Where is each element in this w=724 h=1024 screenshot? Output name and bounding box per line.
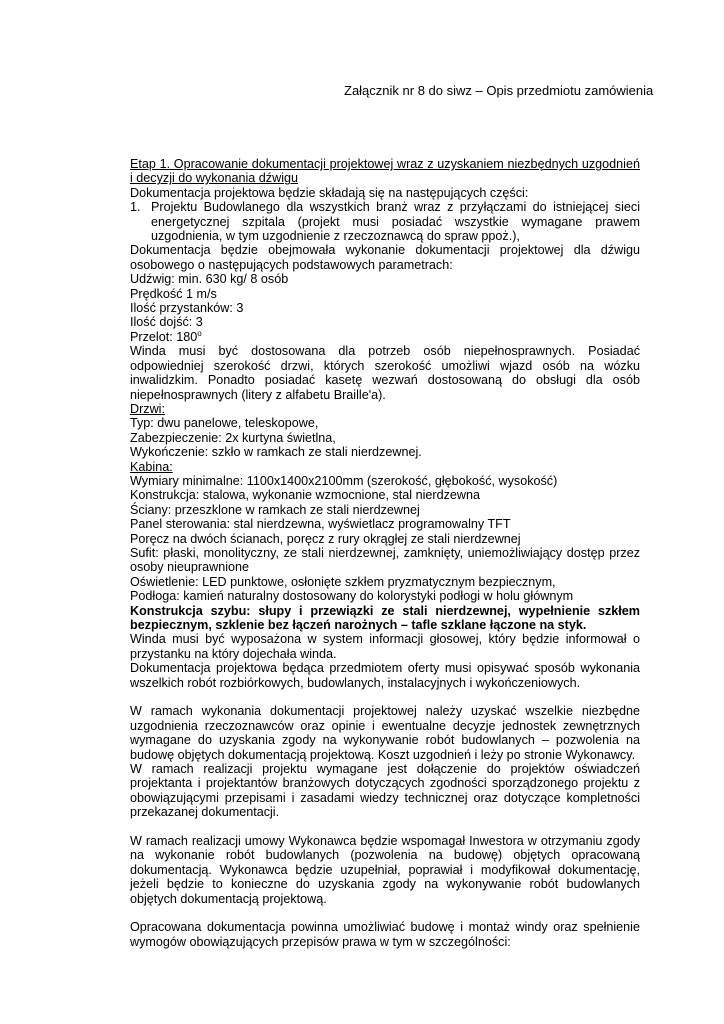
- cabin-walls: Ściany: przeszklone w ramkach ze stali nierdzewnej: [130, 502, 420, 517]
- shaft-construction: Konstrukcja szybu: słupy i przewiązki ze stali nierdzewnej, wypełnienie szkłem bezpiecznym, szklenie bez łączeń narożnych – tafle szklane łączone na styk.: [130, 603, 640, 632]
- paragraph-final: Opracowana dokumentacja powinna umożliwiać budowę i montaż windy oraz spełnienie wymogów obowiązujących przepisów prawa w tym w szczególności:: [130, 920, 640, 949]
- page-header: Załącznik nr 8 do siwz – Opis przedmiotu zamówienia: [344, 83, 654, 98]
- param-stops: Ilość przystanków: 3: [130, 301, 244, 316]
- params-intro: Dokumentacja będzie obejmowała wykonanie dokumentacji projektowej dla dźwigu osobowego o następujących podstawowych parametrach:: [130, 243, 640, 272]
- cabin-panel: Panel sterowania: stal nierdzewna, wyświetlacz programowalny TFT: [130, 517, 511, 532]
- degree-sup: o: [197, 328, 202, 338]
- param-speed: Prędkość 1 m/s: [130, 286, 217, 301]
- method-note: Dokumentacja projektowa będąca przedmiotem oferty musi opisywać sposób wykonania wszelkich robót rozbiórkowych, budowlanych, instalacyjnych i wykończeniowych.: [130, 661, 640, 690]
- list-item: [130, 200, 640, 243]
- param-passage-label: Przelot: 180: [130, 329, 198, 344]
- spacer: [130, 906, 640, 920]
- accessibility-text: Winda musi być dostosowana dla potrzeb osób niepełnosprawnych. Posiadać odpowiedniej szerokość drzwi, których szerokość umożliwi wjazd osób na wózku inwalidzkim. Ponadto posiadać kasetę wezwań dostosowaną do obsługi dla osób niepełnosprawnych (litery z alfabetu Braille'a).: [130, 344, 640, 402]
- paragraph-permits: W ramach wykonania dokumentacji projektowej należy uzyskać wszelkie niezbędne uzgodnienia rzeczoznawców oraz opinie i ewentualne decyzje jednostek zewnętrznych wymagane do uzyskania zgody na wykonywanie robót budowlanych – pozwolenia na budowę objętych dokumentacją projektową. Koszt uzgodnień i leży po stronie Wykonawcy.: [130, 704, 640, 762]
- param-passage: [130, 330, 640, 344]
- voice-info: Winda musi być wyposażona w system informacji głosowej, który będzie informował o przystanku na który dojechała winda.: [130, 632, 640, 661]
- cabin-ceiling: Sufit: płaski, monolityczny, ze stali nierdzewnej, zamknięty, uniemożliwiający dostęp przez osoby nieuprawnione: [130, 545, 640, 575]
- doors-heading: Drzwi:: [130, 401, 165, 416]
- cabin-handrail: Poręcz na dwóch ścianach, poręcz z rury okrągłej ze stali nierdzewnej: [130, 531, 521, 546]
- cabin-lighting: Oświetlenie: LED punktowe, osłonięte szkłem pryzmatycznym bezpiecznym,: [130, 574, 556, 589]
- param-entries: Ilość dojść: 3: [130, 315, 203, 330]
- section-title: Etap 1. Opracowanie dokumentacji projektowej wraz z uzyskaniem niezbędnych uzgodnień i decyzji do wykonania dźwigu: [130, 157, 640, 186]
- document-body: [130, 157, 640, 949]
- cabin-dimensions: Wymiary minimalne: 1100x1400x2100mm (szerokość, głębokość, wysokość): [130, 473, 558, 488]
- paragraph-statements: W ramach realizacji projektu wymagane jest dołączenie do projektów oświadczeń projektanta i projektantów branżowych dotyczących zgodności sporządzonego projektu z obowiązującymi przepisami i zasadami wiedzy technicznej oraz dotyczące kompletności przekazanej dokumentacji.: [130, 762, 640, 820]
- spacer: [130, 820, 640, 834]
- list-text: Projektu Budowlanego dla wszystkich branż wraz z przyłączami do istniejącej sieci energetycznej szpitala (projekt musi posiadać wszystkie wymagane prawem uzgodnienia, w tym uzgodnienie z rzeczoznawcą do spraw ppoż.),: [151, 200, 640, 244]
- intro-text: Dokumentacja projektowa będzie składają się na następujących części:: [130, 185, 529, 200]
- doors-type: Typ: dwu panelowe, teleskopowe,: [130, 416, 319, 431]
- cabin-construction: Konstrukcja: stalowa, wykonanie wzmocnione, stal nierdzewna: [130, 488, 480, 503]
- spacer: [130, 690, 640, 704]
- param-capacity: Udźwig: min. 630 kg/ 8 osób: [130, 272, 289, 287]
- paragraph-support: W ramach realizacji umowy Wykonawca będzie wspomagał Inwestora w otrzymaniu zgody na wykonanie robót budowlanych (pozwolenia na budowę) objętych opracowaną dokumentacją. Wykonawca będzie uzupełniał, poprawiał i modyfikował dokumentację, jeżeli będzie to konieczne do uzyskania zgody na wykonywanie robót budowlanych objętych dokumentacją projektową.: [130, 834, 640, 906]
- doors-safety: Zabezpieczenie: 2x kurtyna świetlna,: [130, 430, 336, 445]
- list-number: 1.: [130, 200, 141, 215]
- cabin-floor: Podłoga: kamień naturalny dostosowany do kolorystyki podłogi w holu głównym: [130, 589, 574, 604]
- doors-finish: Wykończenie: szkło w ramkach ze stali nierdzewnej.: [130, 445, 422, 460]
- cabin-heading: Kabina:: [130, 459, 173, 474]
